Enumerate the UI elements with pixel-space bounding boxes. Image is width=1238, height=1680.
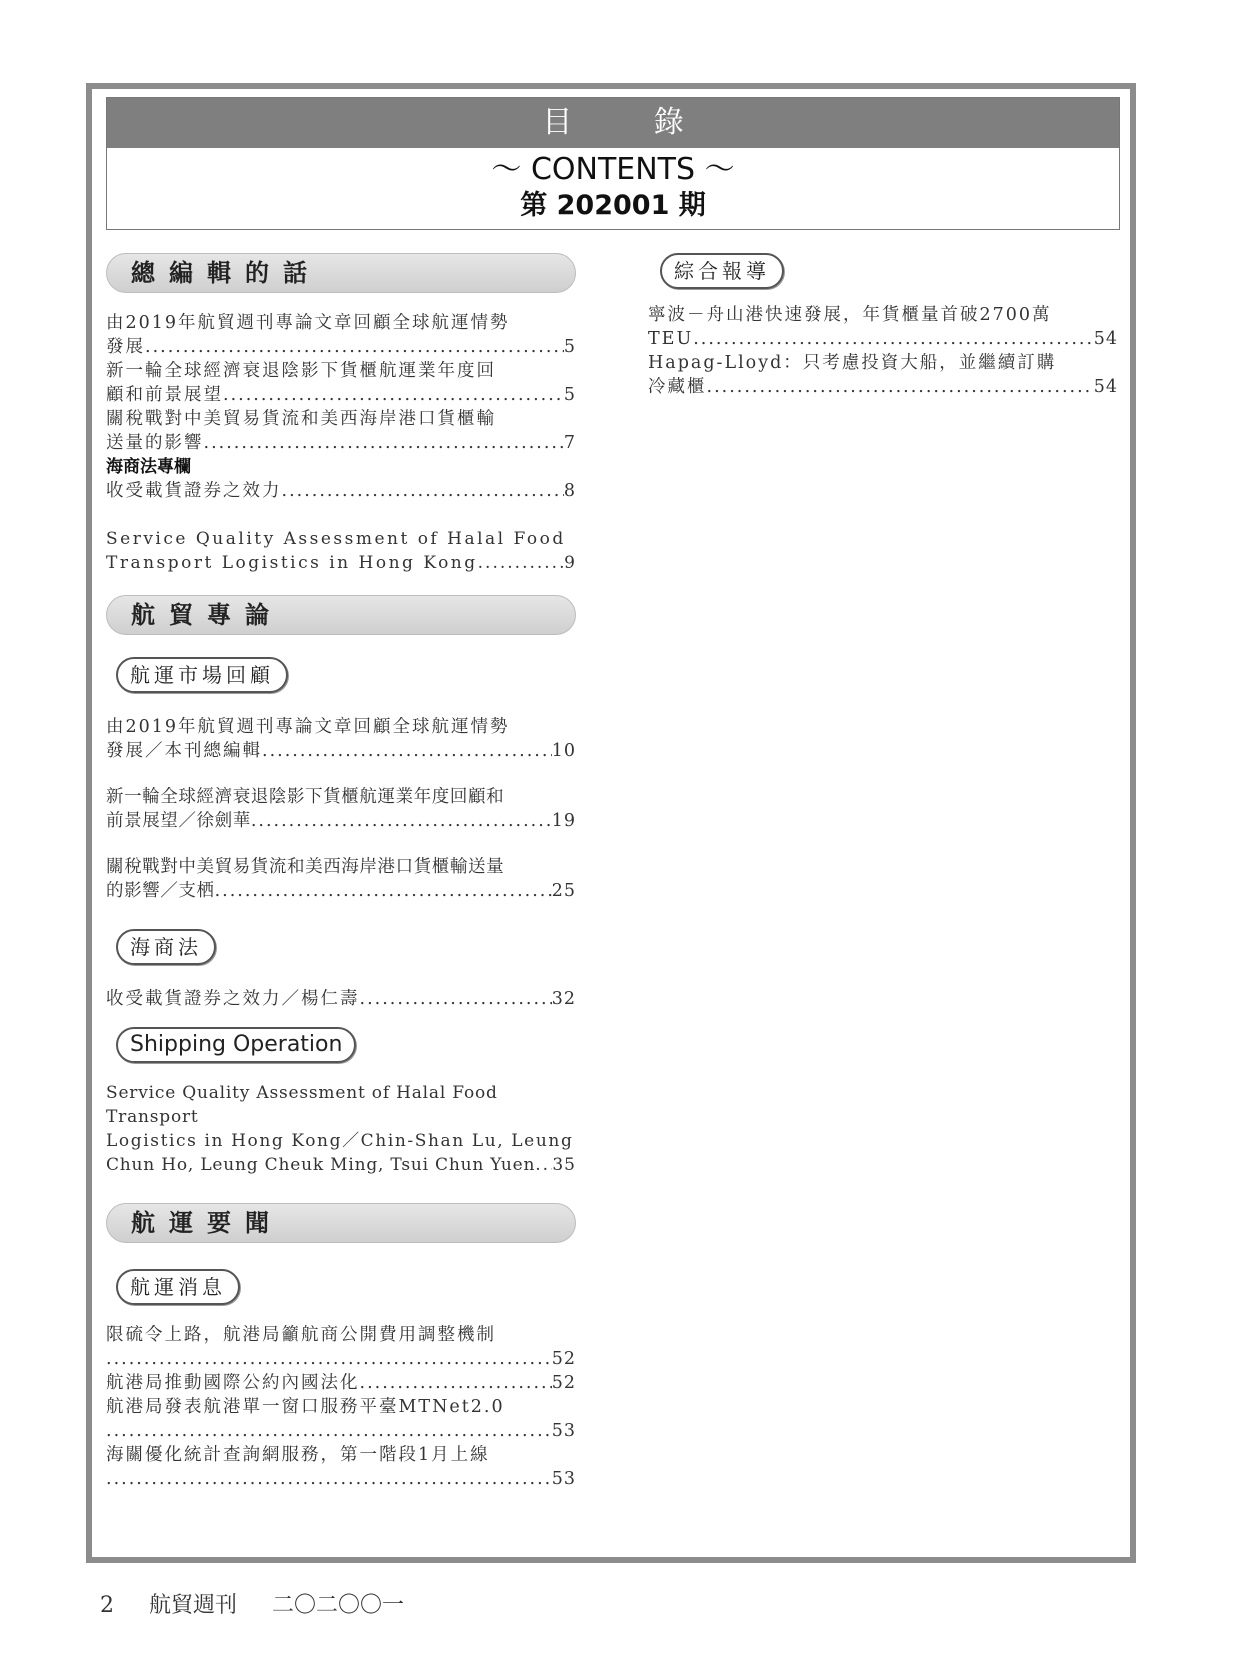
- toc-entry[interactable]: 收受載貨證券之效力 ..... 8: [106, 479, 576, 503]
- toc-entry[interactable]: 由2019年航貿週刊專論文章回顧全球航運情勢 發展／本刊總編輯 ..... 10: [106, 715, 576, 763]
- toc-entry-english[interactable]: Service Quality Assessment of Halal Food Transport Logistics in Hong Kong／Chin-Shan Lu, Leung Chun Ho, Leung Cheuk Ming, Tsui Chun Yuen ..... 35: [106, 1081, 576, 1177]
- publication-name: 航貿週刊: [149, 1593, 238, 1618]
- subsection-maritime-law: 海商法: [116, 929, 216, 965]
- contents-header: [106, 97, 1120, 230]
- subsection-general-reports: 綜合報導: [660, 253, 784, 289]
- page-number: 2: [100, 1593, 114, 1618]
- toc-entry[interactable]: Hapag-Lloyd：只考慮投資大船，並繼續訂購 冷藏櫃 ..... 54: [648, 351, 1118, 399]
- toc-entry[interactable]: 航港局推動國際公約內國法化 ..... 52: [106, 1371, 576, 1395]
- toc-entry[interactable]: 航港局發表航港單一窗口服務平臺MTNet2.0 ..... 53: [106, 1395, 576, 1443]
- toc-entry[interactable]: 新一輪全球經濟衰退陰影下貨櫃航運業年度回 顧和前景展望 ..... 5: [106, 359, 576, 407]
- page-footer: [100, 1588, 432, 1619]
- toc-entry[interactable]: 限硫令上路，航港局籲航商公開費用調整機制 ..... 52: [106, 1323, 576, 1371]
- header-band-title: 目 錄: [107, 98, 1119, 148]
- maritime-column-label: 海商法專欄: [106, 457, 191, 477]
- toc-entry[interactable]: 新一輪全球經濟衰退陰影下貨櫃航運業年度回顧和 前景展望／徐劍華 ..... 19: [106, 785, 576, 833]
- toc-entry[interactable]: 收受載貨證券之效力／楊仁壽 ..... 32: [106, 987, 576, 1011]
- toc-entry[interactable]: 海關優化統計查詢網服務，第一階段1月上線 ..... 53: [106, 1443, 576, 1491]
- section-shipping-news: 航運要聞: [106, 1203, 576, 1243]
- right-column: [648, 253, 1118, 399]
- issue-chinese: 二〇二〇〇一: [272, 1593, 405, 1618]
- subsection-market-review: 航運市場回顧: [116, 657, 288, 693]
- toc-entry[interactable]: 關稅戰對中美貿易貨流和美西海岸港口貨櫃輸送量 的影響／支栖 ..... 25: [106, 855, 576, 903]
- section-editor-words: 總編輯的話: [106, 253, 576, 293]
- subsection-shipping-operation: Shipping Operation: [116, 1027, 356, 1063]
- issue-number: 第 202001 期: [520, 190, 706, 221]
- section-commentary: 航貿專論: [106, 595, 576, 635]
- left-column: [106, 253, 576, 1491]
- toc-entry[interactable]: 關稅戰對中美貿易貨流和美西海岸港口貨櫃輸 送量的影響 ..... 7: [106, 407, 576, 455]
- toc-entry-english[interactable]: Service Quality Assessment of Halal Food Transport Logistics in Hong Kong ..... 9: [106, 527, 576, 575]
- contents-title: ～ CONTENTS ～: [491, 152, 735, 187]
- subsection-shipping-messages: 航運消息: [116, 1269, 240, 1305]
- toc-entry[interactable]: 由2019年航貿週刊專論文章回顧全球航運情勢 發展 ..... 5: [106, 311, 576, 359]
- toc-entry[interactable]: 寧波－舟山港快速發展，年貨櫃量首破2700萬 TEU ..... 54: [648, 303, 1118, 351]
